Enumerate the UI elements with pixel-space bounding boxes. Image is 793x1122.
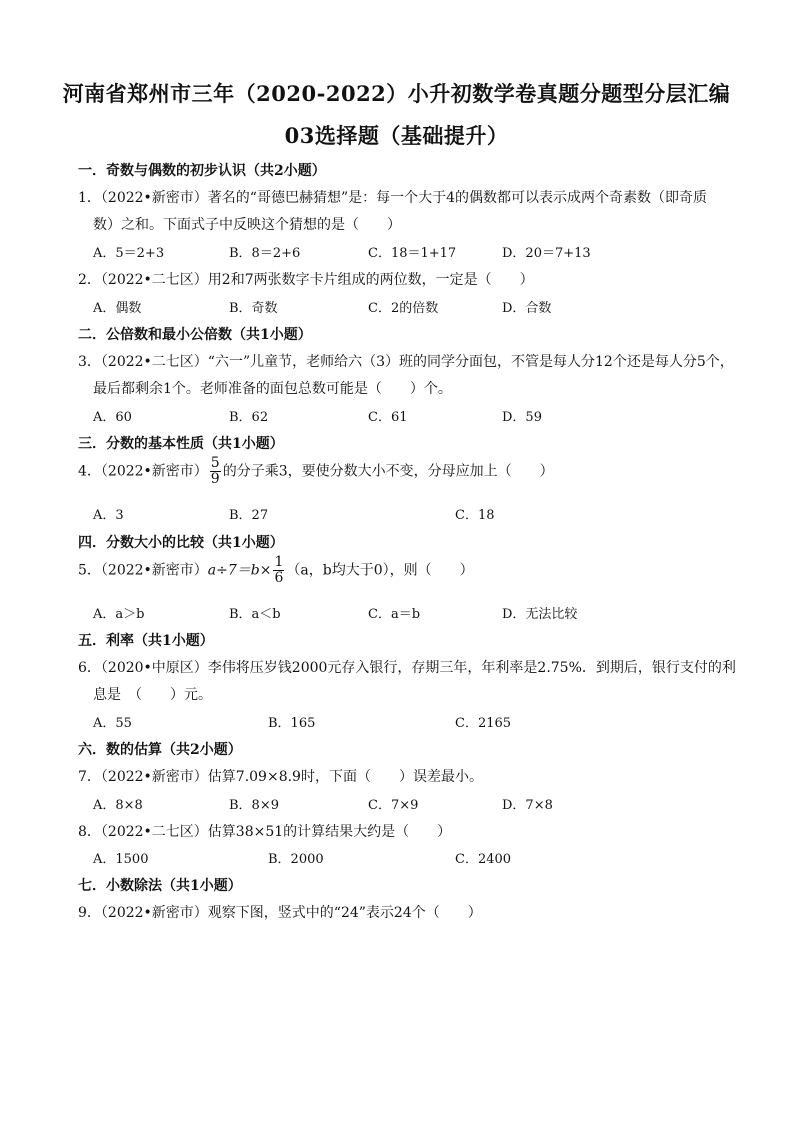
q3-option-a: A．60 (93, 410, 132, 425)
section-heading: 二．公倍数和最小公倍数（共1小题） (78, 327, 312, 343)
q4-option-b: B．27 (229, 508, 269, 523)
question-4 (78, 456, 554, 487)
section-heading: 六．数的估算（共2小题） (78, 742, 242, 758)
section-heading: 一．奇数与偶数的初步认识（共2小题） (78, 163, 326, 179)
q2-option-d: D．合数 (502, 301, 552, 316)
question-5-suffix: （a，b均大于0），则（ ） (286, 562, 474, 579)
question-6-line2: 息是 （ ）元。 (93, 687, 212, 703)
q3-option-b: B．62 (229, 410, 269, 425)
question-3-line1: 3．（2022•二七区）“六一”儿童节，老师给六（3）班的同学分面包，不管是每人分12个还是每人分5个， (78, 354, 734, 370)
section-heading: 四．分数大小的比较（共1小题） (78, 535, 284, 551)
q1-option-d: D．20＝7+13 (502, 246, 591, 261)
q3-option-c: C．61 (368, 410, 408, 425)
q1-option-b: B．8＝2+6 (229, 246, 301, 261)
q7-option-b: B．8×9 (229, 798, 279, 813)
q2-option-a: A．偶数 (93, 301, 142, 316)
q5-option-b: B．a＜b (229, 607, 281, 622)
q6-option-b: B．165 (268, 716, 316, 731)
fraction-one-sixth (273, 555, 284, 586)
fraction-denominator: 6 (274, 570, 284, 586)
q7-option-d: D．7×8 (502, 798, 553, 813)
section-heading: 七．小数除法（共1小题） (78, 878, 242, 894)
section-heading: 三．分数的基本性质（共1小题） (78, 436, 284, 452)
question-1-line1: 1．（2022•新密市）著名的“哥德巴赫猜想”是：每一个大于4的偶数都可以表示成两个奇素数（即奇质 (78, 190, 708, 206)
q6-option-c: C．2165 (455, 716, 512, 731)
question-9-line1: 9．（2022•新密市）观察下图，竖式中的“24”表示24个（ ） (78, 905, 482, 921)
q5-option-d: D．无法比较 (502, 607, 578, 622)
q7-option-a: A．8×8 (93, 798, 143, 813)
question-4-prefix: 4．（2022•新密市） (78, 463, 208, 480)
q4-option-c: C．18 (455, 508, 495, 523)
question-2-line1: 2．（2022•二七区）用2和7两张数字卡片组成的两位数，一定是（ ） (78, 272, 534, 288)
q1-option-a: A．5＝2+3 (93, 246, 165, 261)
question-8-line1: 8．（2022•二七区）估算38×51的计算结果大约是（ ） (78, 824, 452, 840)
document-title-line2: 03选择题（基础提升） (284, 123, 509, 148)
q6-option-a: A．55 (93, 716, 132, 731)
question-5-expression: a÷7＝b× (207, 562, 272, 579)
question-3-line2: 最后都剩余1个。老师准备的面包总数可能是（ ）个。 (93, 381, 452, 397)
fraction-numerator: 1 (274, 554, 284, 570)
question-6-line1: 6．（2020•中原区）李伟将压岁钱2000元存入银行，存期三年，年利率是2.75%．到期后，银行支付的利 (78, 660, 736, 676)
q3-option-d: D．59 (502, 410, 542, 425)
question-5-prefix: 5．（2022•新密市） (78, 562, 208, 579)
q4-option-a: A．3 (93, 508, 124, 523)
question-5 (78, 555, 474, 586)
q2-option-b: B．奇数 (229, 301, 278, 316)
question-7-line1: 7．（2022•新密市）估算7.09×8.9时，下面（ ）误差最小。 (78, 769, 483, 785)
q8-option-c: C．2400 (455, 852, 512, 867)
q2-option-c: C．2的倍数 (368, 301, 439, 316)
fraction-denominator: 9 (210, 471, 220, 487)
q5-option-a: A．a＞b (93, 607, 145, 622)
fraction-five-ninths (210, 456, 221, 487)
q7-option-c: C．7×9 (368, 798, 419, 813)
question-4-suffix: 的分子乘3，要使分数大小不变，分母应加上（ ） (222, 463, 554, 480)
document-title-line1: 河南省郑州市三年（2020-2022）小升初数学卷真题分题型分层汇编 (62, 81, 731, 106)
fraction-numerator: 5 (210, 455, 220, 471)
question-1-line2: 数）之和。下面式子中反映这个猜想的是（ ） (93, 217, 401, 233)
q5-option-c: C．a＝b (368, 607, 421, 622)
q8-option-a: A．1500 (93, 852, 149, 867)
q1-option-c: C．18＝1+17 (368, 246, 457, 261)
q8-option-b: B．2000 (268, 852, 324, 867)
section-heading: 五．利率（共1小题） (78, 633, 214, 649)
